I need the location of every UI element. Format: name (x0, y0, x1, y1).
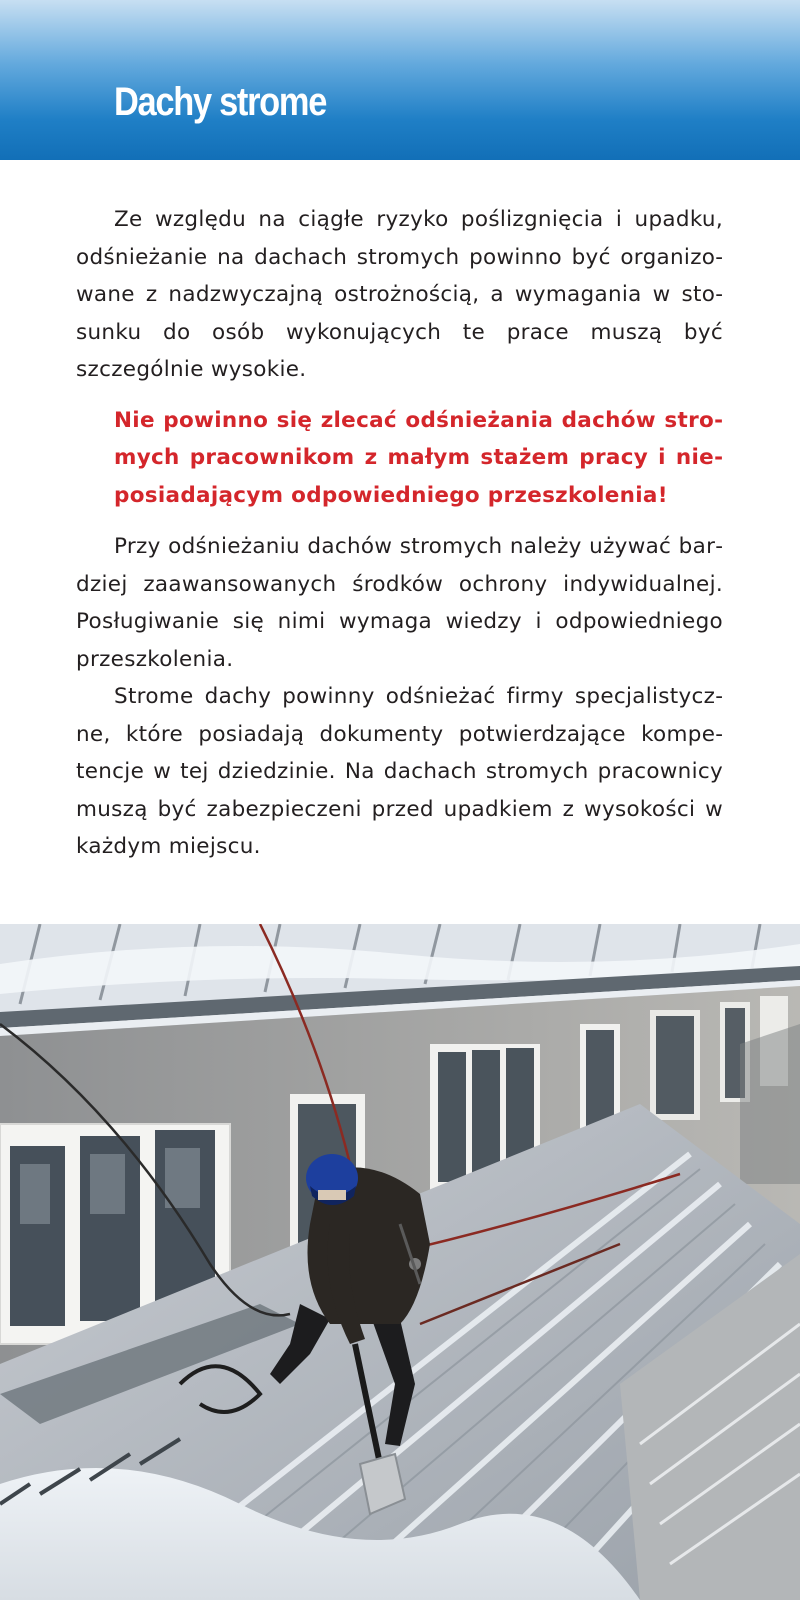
body-text (76, 201, 723, 866)
paragraph-3: Strome dachy powinny odśnieżać firmy specjalistyczne, które posiadają dokumenty potwierdzające kompetencje w tej dziedzinie. Na dachach stromych pracownicy muszą być zabezpieczeni przed upadkiem z wysokości w każdym miejscu. (76, 684, 723, 859)
header-band (0, 0, 800, 160)
paragraph-2: Przy odśnieżaniu dachów stromych należy używać bardziej zaawansowanych środków ochrony indywidualnej. Posługiwanie się nimi wymaga wiedzy i odpowiedniego przeszkolenia. (76, 534, 723, 672)
roof-worker-photo (0, 924, 800, 1600)
warning-text: Nie powinno się zlecać odśnieżania dachów stromych pracownikom z małym stażem pracy i nieposiadającym odpowiedniego przeszkolenia! (114, 407, 723, 508)
page-title: Dachy strome (114, 80, 327, 124)
paragraph-1: Ze względu na ciągłe ryzyko poślizgnięcia i upadku, odśnieżanie na dachach stromych powinno być organizowane z nadzwyczajną ostrożnością, a wymagania w stosunku do osób wykonujących te prace muszą być szczególnie wysokie. (76, 207, 723, 382)
